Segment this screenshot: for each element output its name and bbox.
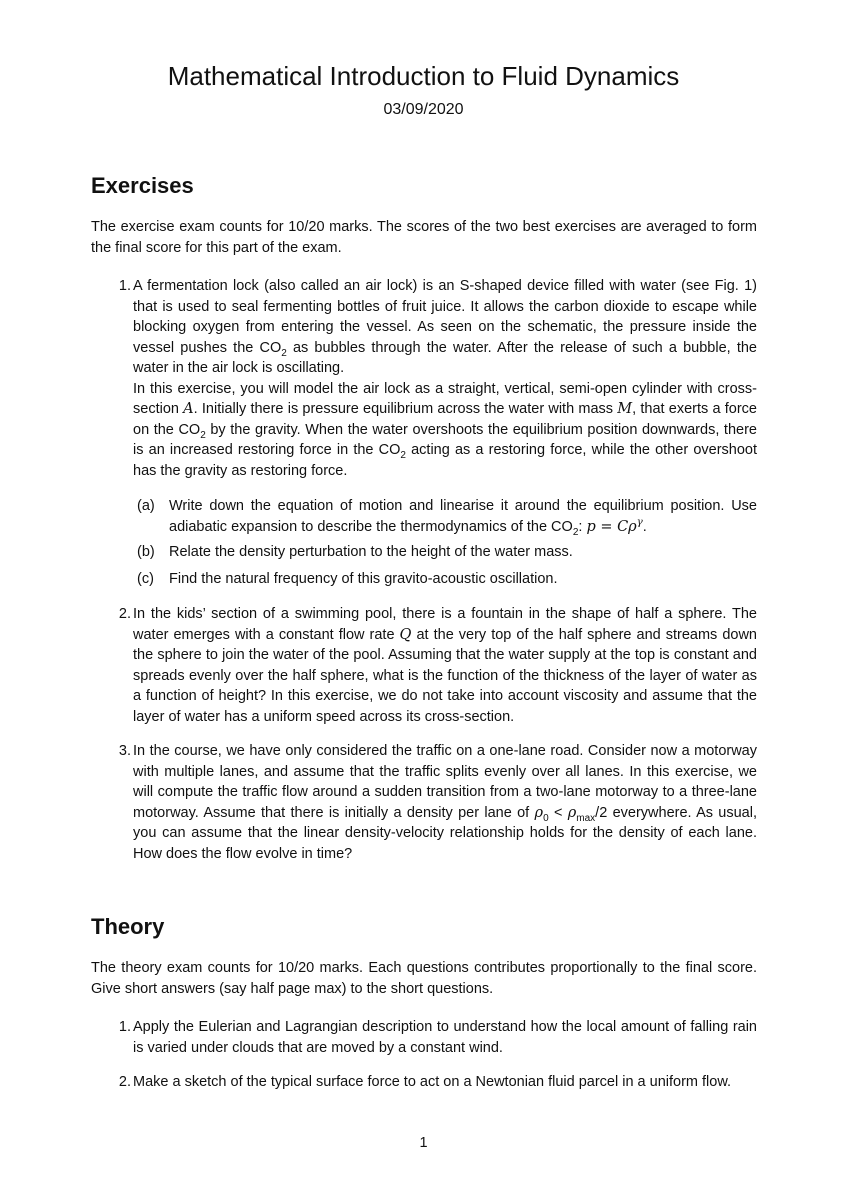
subitem-a <box>133 496 757 537</box>
theory-2-text: Make a sketch of the typical surface force to act on a Newtonian fluid parcel in a uniform flow. <box>133 1074 732 1090</box>
page-number: 1 <box>419 1135 428 1151</box>
text-fragment: . <box>642 518 647 535</box>
math-variable: ρ <box>567 804 577 821</box>
math-variable: A <box>183 401 194 417</box>
subscript: 2 <box>200 429 206 441</box>
section-heading-exercises: Exercises <box>91 173 194 198</box>
exercise-3-text <box>133 741 757 864</box>
subitem-c <box>133 569 757 590</box>
text-fragment: /2 <box>595 804 608 821</box>
superscript: γ <box>636 516 643 528</box>
subitem-text: Find the natural frequency of this gravito-acoustic oscillation. <box>169 571 558 587</box>
text-fragment: at the very top of the half sphere and streams down the sphere to join the water of the pool. Assuming that the water supply at the top is constant and spreads evenly over the half sphere, what is the function of the thickness of the layer of water as a function of height? In this exercise, we do not take into account viscosity and assume that the layer of water has a uniform speed across its cross-section. <box>133 626 757 725</box>
math-variable: M <box>617 401 633 417</box>
subitem-label: (a) <box>137 498 155 514</box>
item-number: 1. <box>118 1019 131 1035</box>
document-title: Mathematical Introduction to Fluid Dynamics <box>167 61 680 91</box>
item-number: 2. <box>118 606 131 622</box>
text-fragment: < <box>548 804 568 821</box>
text-fragment: , that exerts a force on the CO <box>133 401 757 438</box>
exercise-item-3 <box>91 741 757 864</box>
text-fragment: In the kids’ section of a swimming pool, there is a fountain in the shape of half a sphere. The water emerges with a constant flow rate <box>133 606 757 643</box>
document-date: 03/09/2020 <box>383 101 464 118</box>
exercise-2-text <box>133 604 757 727</box>
text-fragment: by the gravity. When the water overshoots the equilibrium position downwards, there is an increased restoring force in the CO <box>133 421 757 458</box>
text-fragment: A fermentation lock (also called an air lock) is an S-shaped device filled with water (see Fig. 1) that is used to seal fermenting bottles of fruit juice. It allows the carbon dioxide to escape while blocking oxygen from entering the vessel. As seen on the schematic, the pressure inside the vessel pushes the CO <box>133 278 757 356</box>
subscript: max <box>576 812 596 824</box>
theory-item-2 <box>91 1072 757 1093</box>
theory-item-1 <box>91 1017 757 1058</box>
theory-1-text: Apply the Eulerian and Lagrangian description to understand how the local amount of falling rain is varied under clouds that are moved by a constant wind. <box>133 1019 757 1056</box>
text-fragment: : <box>578 518 587 535</box>
item-number: 3. <box>118 743 131 759</box>
text-fragment: In the course, we have only considered the traffic on a one-lane road. Consider now a motorway with multiple lanes, and assume that the traffic splits evenly over all lanes. In this exercise, we will compute the traffic flow around a sudden transition from a two-lane motorway to a three-lane motorway. Assume that there is initially a density per lane of <box>133 743 757 821</box>
formula: p = Cρ <box>586 518 637 535</box>
text-fragment: . Initially there is pressure equilibrium across the water with mass <box>193 401 618 417</box>
subscript: 0 <box>543 812 549 824</box>
subscript: 2 <box>400 449 406 461</box>
text-fragment: acting as a restoring force, while the other overshoot has the gravity as restoring force. <box>133 442 758 479</box>
text-fragment: Write down the equation of motion and linearise it around the equilibrium position. Use adiabatic expansion to describe the thermodynamics of the CO <box>169 498 757 535</box>
section-heading-theory: Theory <box>91 914 165 939</box>
item-number: 1. <box>118 278 131 294</box>
subitem-label: (b) <box>137 544 155 560</box>
exercise-item-2 <box>91 604 757 727</box>
exercise-item-1 <box>91 276 757 481</box>
theory-intro: The theory exam counts for 10/20 marks. Each questions contributes proportionally to the final score. Give short answers (say half page max) to the short questions. <box>91 960 757 997</box>
math-variable: Q <box>399 626 412 643</box>
exercise-1-text <box>133 276 757 481</box>
text-fragment: In this exercise, you will model the air lock as a straight, vertical, semi-open cylinder with cross-section <box>133 380 757 417</box>
subitem-b <box>133 542 757 563</box>
exercises-intro: The exercise exam counts for 10/20 marks. The scores of the two best exercises are averaged to form the final score for this part of the exam. <box>91 219 757 256</box>
subitem-text <box>169 496 757 537</box>
text-fragment: everywhere. As usual, you can assume that the linear density-velocity relationship holds for the density of each lane. How does the flow evolve in time? <box>133 804 757 862</box>
subitem-label: (c) <box>137 571 154 587</box>
text-fragment: as bubbles through the water. After the release of such a bubble, the water in the air lock is oscillating. <box>133 339 757 376</box>
item-number: 2. <box>118 1074 131 1090</box>
subscript: 2 <box>281 347 287 359</box>
subitem-text: Relate the density perturbation to the height of the water mass. <box>169 544 573 560</box>
subscript: 2 <box>572 526 579 538</box>
math-variable: ρ <box>534 804 544 821</box>
